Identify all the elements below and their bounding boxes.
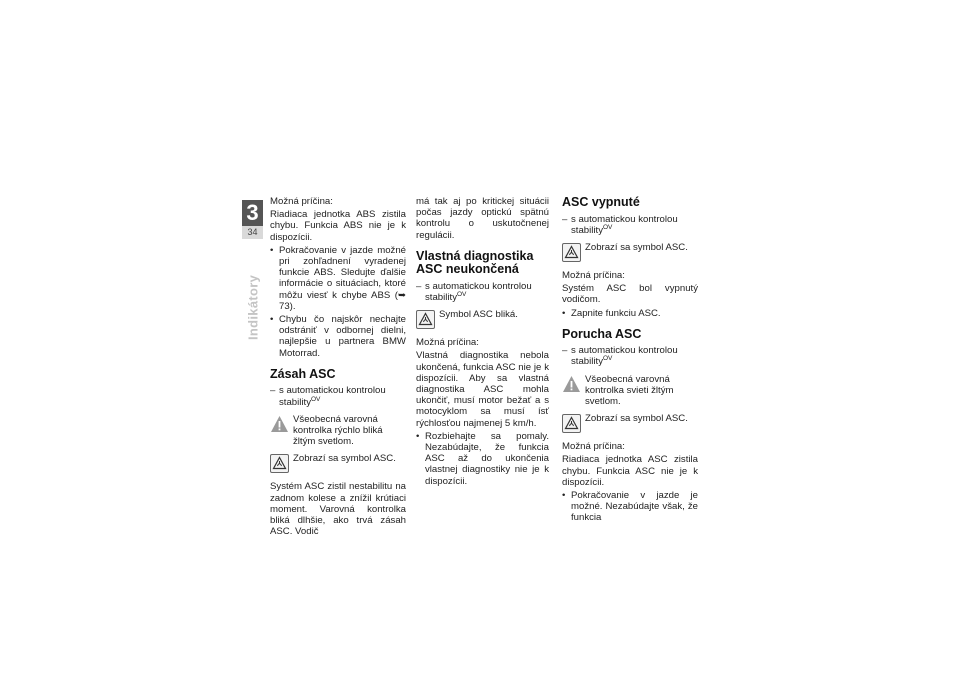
asc-symbol-icon <box>562 243 581 262</box>
chapter-number: 3 <box>242 200 263 226</box>
continuation-text: má tak aj po kritickej situácii počas jazdy optickú spätnú kontrolu o uskutočnenej regulácii. <box>416 196 549 241</box>
asc-text: Zobrazí sa symbol ASC. <box>293 453 396 465</box>
section-heading-asc-intervention: Zásah ASC <box>270 366 336 381</box>
option-code: OV <box>603 355 613 363</box>
asc-indicator-row <box>416 309 549 329</box>
section-heading-asc-off: ASC vypnuté <box>562 195 640 209</box>
asc-symbol-icon <box>270 454 289 473</box>
warning-triangle-icon <box>270 415 289 434</box>
option-item <box>562 345 698 367</box>
asc-symbol-icon <box>416 310 435 329</box>
bullet-item: • Pokračovanie v jazde možné pri zohľadnení vyradenej funkcie ABS. Sledujte ďalšie informácie o situáciach, ktoré môžu viesť k chybe ABS (➥ 73). <box>270 245 406 312</box>
cause-label: Možná príčina: <box>270 196 333 207</box>
asc-indicator-row <box>562 413 698 433</box>
warning-triangle-icon <box>562 375 581 394</box>
warning-text: Všeobecná varovná kontrolka rýchlo bliká žltým svetlom. <box>293 413 383 448</box>
description-text: Systém ASC zistil nestabilitu na zadnom kolese a znížil krútiaci moment. Varovná kontrolka bliká dlhšie, ako trvá zásah ASC. Vodič <box>270 481 406 538</box>
option-text: s automatickou kontrolou stability <box>425 280 532 304</box>
warning-text: Všeobecná varovná kontrolka svieti žltým svetlom. <box>585 373 674 408</box>
column-1 <box>270 196 406 539</box>
section-heading-asc-fault: Porucha ASC <box>562 326 642 341</box>
asc-indicator-row <box>270 453 406 473</box>
cause-text: Systém ASC bol vypnutý vodičom. <box>562 283 698 306</box>
asc-symbol-icon <box>562 414 581 433</box>
bullet-item: • Chybu čo najskôr nechajte odstrániť v odbornej dielni, najlepšie u partnera BMW Motorrad. <box>270 314 406 359</box>
option-code: OV <box>603 223 613 231</box>
option-text: s automatickou kontrolou stability <box>571 345 678 368</box>
asc-text: Zobrazí sa symbol ASC. <box>585 241 688 253</box>
cause-label: Možná príčina: <box>416 337 479 349</box>
column-2 <box>416 196 549 489</box>
bullet-item: • Pokračovanie v jazde je možné. Nezabúdajte však, že funkcia <box>562 490 698 524</box>
cause-label: Možná príčina: <box>562 269 625 281</box>
option-text: s automatickou kontrolou stability <box>571 213 678 236</box>
cause-text: Riadiaca jednotka ASC zistila chybu. Funkcia ASC nie je k dispozícii. <box>562 454 698 488</box>
section-heading-self-diagnosis: Vlastná diagnostika ASC neukončená <box>416 248 534 277</box>
page-number: 34 <box>242 226 263 239</box>
warning-indicator-row <box>562 374 698 408</box>
warning-indicator-row <box>270 414 406 448</box>
option-item <box>562 214 698 236</box>
column-3 <box>562 196 698 526</box>
chapter-title: Indikátory <box>245 274 261 340</box>
option-code: OV <box>311 395 321 403</box>
option-code: OV <box>457 291 467 299</box>
cause-label: Možná príčina: <box>562 441 625 453</box>
asc-text: Symbol ASC bliká. <box>439 309 518 321</box>
cause-text: Vlastná diagnostika nebola ukončená, funkcia ASC nie je k dispozícii. Aby sa vlastná diagnostika ASC mohla ukončiť, musí motor bežať a s motocyklom sa musí ísť rýchlosťou najmenej 5 km/h. <box>416 350 549 429</box>
cause-text: Riadiaca jednotka ABS zistila chybu. Funkcia ABS nie je k dispozícii. <box>270 209 406 243</box>
bullet-item: • Zapnite funkciu ASC. <box>562 308 698 319</box>
option-text: s automatickou kontrolou stability <box>279 385 386 408</box>
asc-indicator-row <box>562 242 698 262</box>
option-item <box>270 385 406 407</box>
bullet-item: • Rozbiehajte sa pomaly. Nezabúdajte, že funkcia ASC až do ukončenia vlastnej diagnostiky nie je k dispozícii. <box>416 431 549 487</box>
asc-text: Zobrazí sa symbol ASC. <box>585 413 688 425</box>
option-item <box>416 281 549 303</box>
